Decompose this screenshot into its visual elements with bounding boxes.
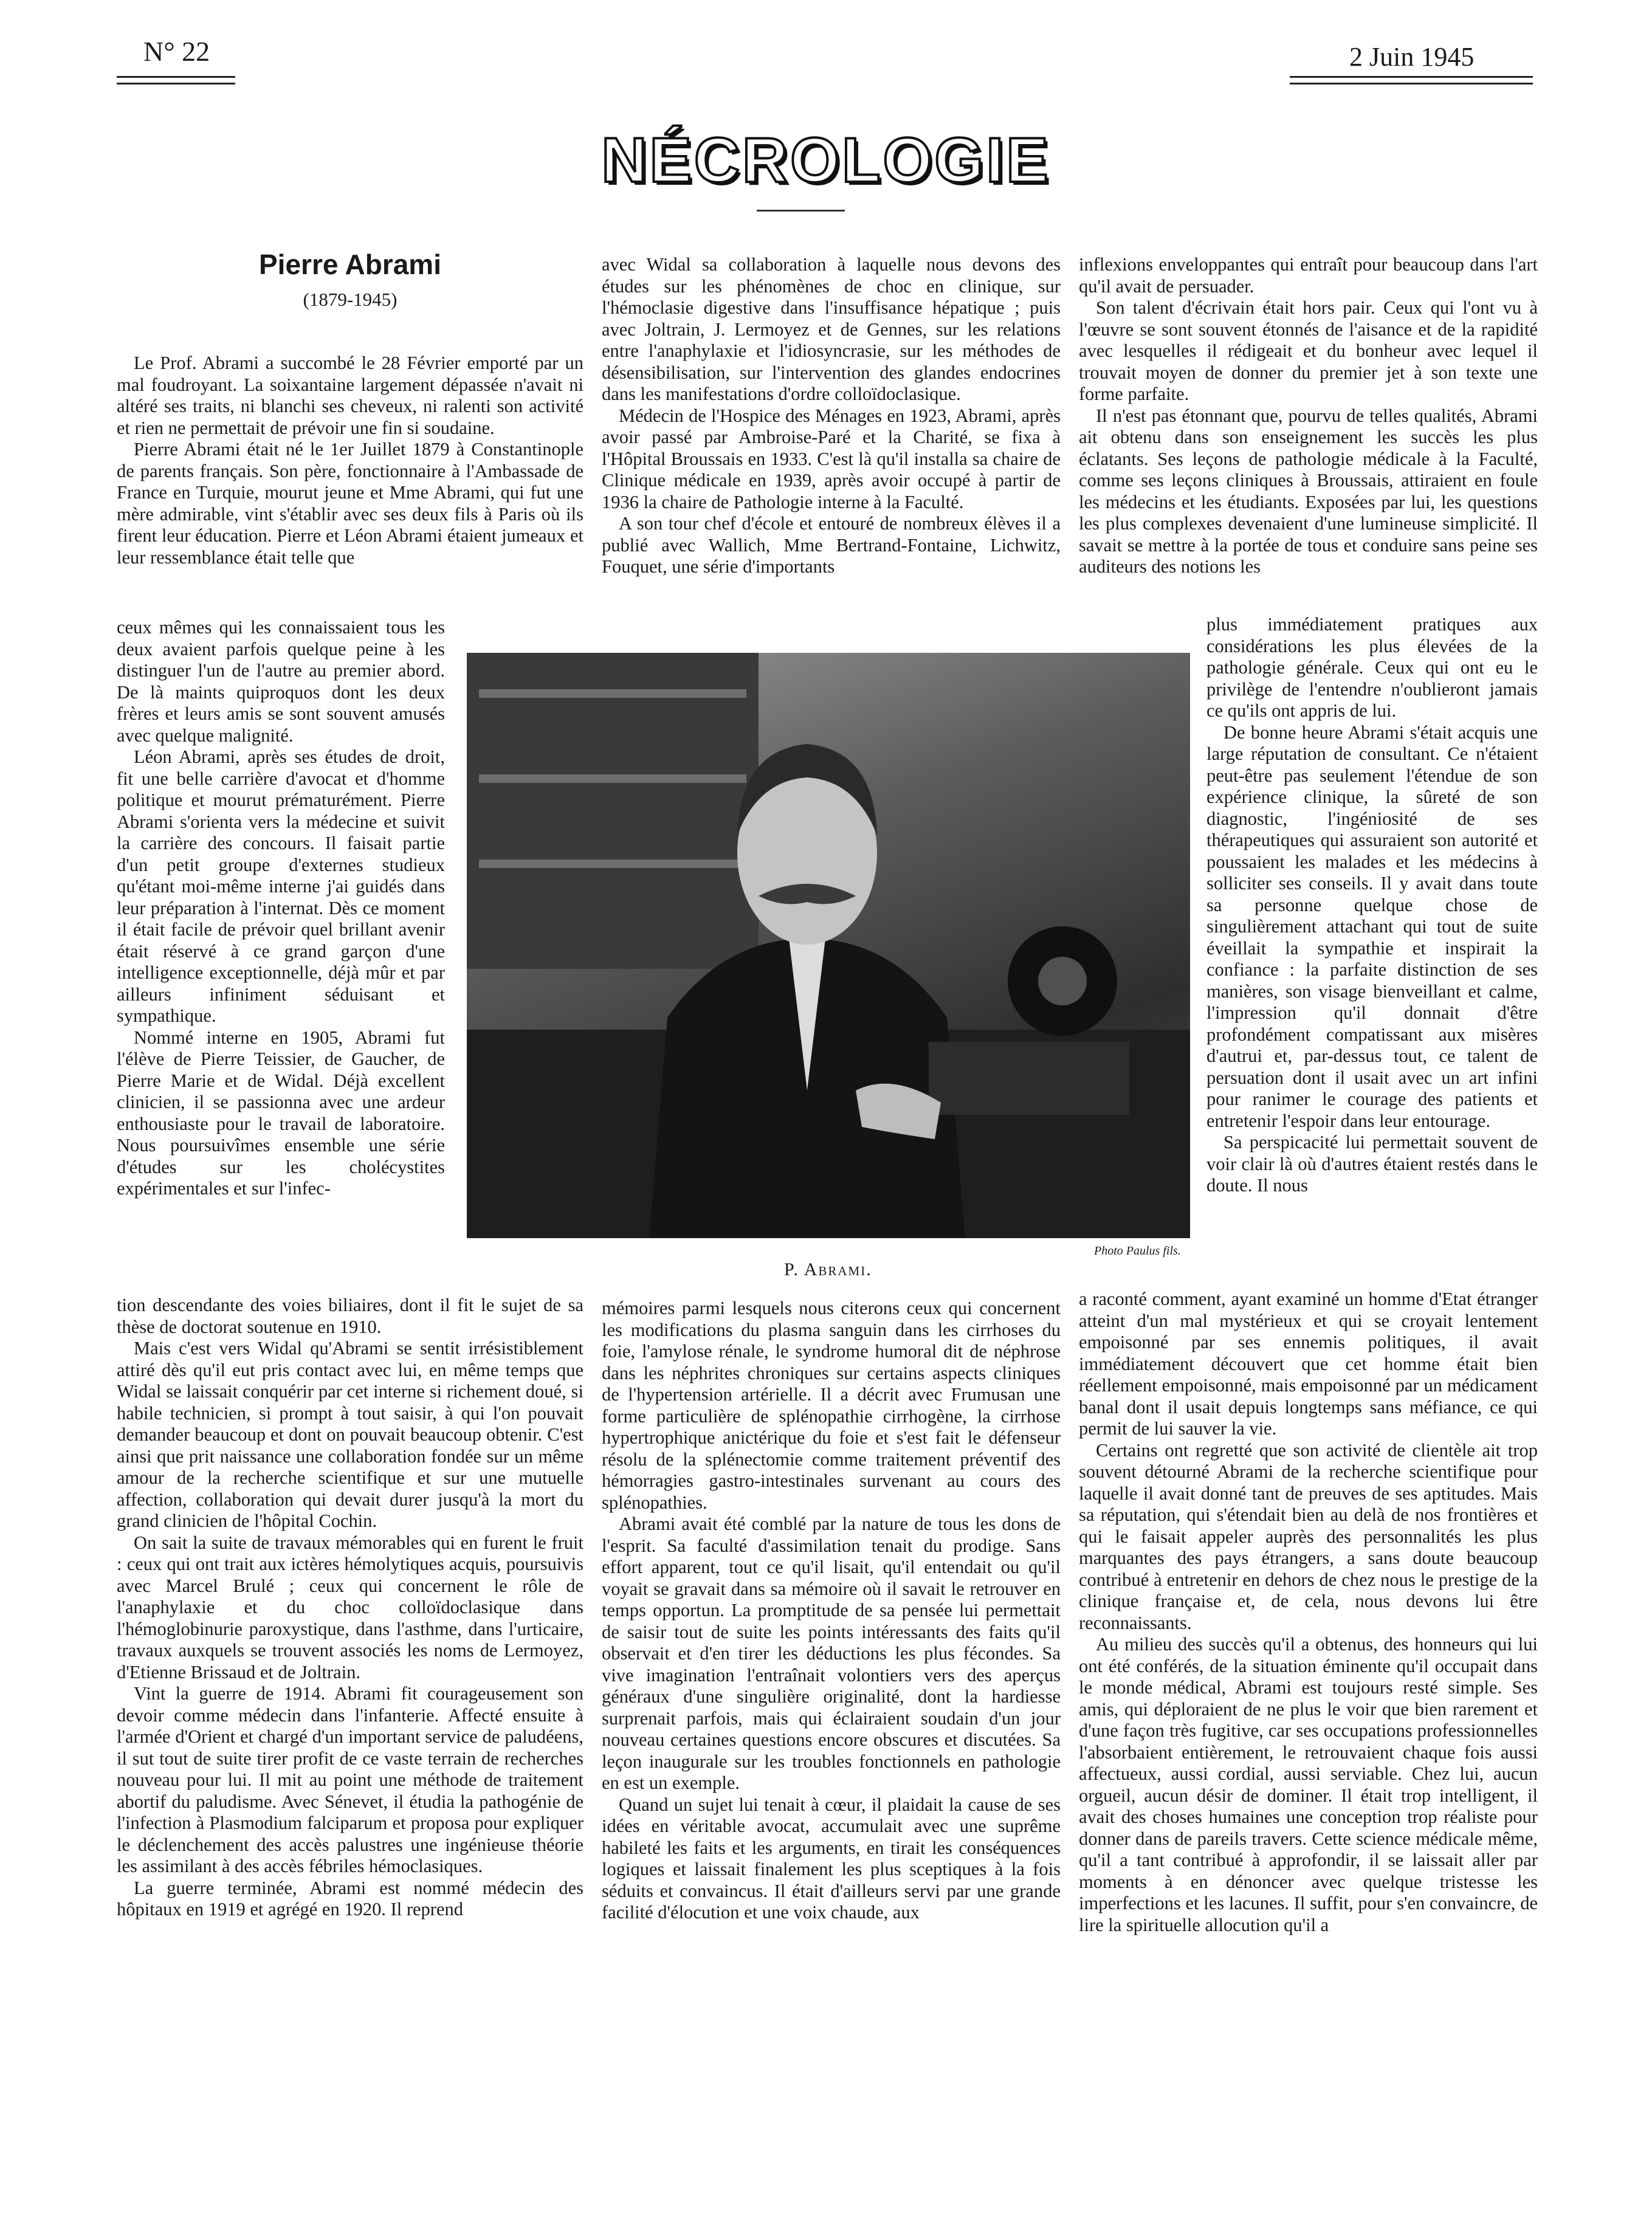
header-rule-right bbox=[1290, 76, 1533, 84]
column-3-top bbox=[1079, 254, 1538, 578]
paragraph: Nommé interne en 1905, Abrami fut l'élève de Pierre Teissier, de Gaucher, de Pierre Marie et de Widal. Déjà excellent clinicien, il se passionna avec une ardeur enthousiaste pour le travail de laboratoire. Nous poursuivîmes ensemble une série d'études sur les cholécystites expérimentales et sur l'infec- bbox=[117, 1027, 445, 1199]
column-2-top bbox=[602, 254, 1061, 578]
column-1-top bbox=[117, 353, 583, 568]
paragraph: Abrami avait été comblé par la nature de tous les dons de l'esprit. Sa faculté d'assimilation tenait du prodige. Sans effort apparent, tout ce qu'il lisait, qu'il entendait ou qu'il voyait se gravait dans sa mémoire où il savait le retrouver en temps opportun. La promptitude de sa pensée lui permettait de saisir tout de suite les points intéressants des faits qu'il observait et d'en tirer les déductions les plus fécondes. Sa vive imagination l'entraînait volontiers vers des aperçus généraux d'une singulière originalité, dont la hardiesse surprenait parfois, mais qui éclairaient soudain d'un jour nouveau certaines questions encore obscures et discutées. Sa leçon inaugurale sur les troubles fonctionnels en pathologie en est un exemple. bbox=[602, 1514, 1061, 1793]
paragraph: inflexions enveloppantes qui entraît pour beaucoup dans l'art qu'il avait de persuader. bbox=[1079, 254, 1538, 297]
paragraph: Vint la guerre de 1914. Abrami fit courageusement son devoir comme médecin dans l'infanterie. Affecté ensuite à l'armée d'Orient et chargé d'un important service de paludéens, il sut tout de suite tirer profit de ce vaste terrain de recherches nouveau pour lui. Il mit au point une méthode de traitement abortif du paludisme. Avec Sénevet, il étudia la pathogénie de l'infection à Plasmodium falciparum et proposa pour expliquer le déclenchement des accès palustres une ingénieuse théorie les assimilant à des accès fébriles hémoclasiques. bbox=[117, 1683, 583, 1876]
paragraph: Mais c'est vers Widal qu'Abrami se sentit irrésistiblement attiré dès qu'il eut pris contact avec lui, en même temps que Widal se laissait conquérir par cet interne si richement doué, si habile technicien, si prompt à tout saisir, à qui l'on pouvait demander beaucoup et dont on pouvait beaucoup obtenir. C'est ainsi que prit naissance une collaboration fondée sur un même amour de la recherche scientifique et sur une mutuelle affection, collaboration qui devait durer jusqu'à la mort du grand clinicien de l'hôpital Cochin. bbox=[117, 1338, 583, 1531]
paragraph: A son tour chef d'école et entouré de nombreux élèves il a publié avec Wallich, Mme Bertrand-Fontaine, Lichwitz, Fouquet, une série d'importants bbox=[602, 513, 1061, 577]
paragraph: plus immédiatement pratiques aux considérations les plus élevées de la pathologie générale. Ceux qui ont eu le privilège de l'entendre n'oublieront jamais ce qu'ils ont appris de lui. bbox=[1206, 614, 1538, 721]
paragraph: ceux mêmes qui les connaissaient tous les deux avaient parfois quelque peine à les distinguer l'un de l'autre au premier abord. De là maints quiproquos dont les deux frères et leurs amis se sont souvent amusés avec quelque malignité. bbox=[117, 617, 445, 746]
paragraph: On sait la suite de travaux mémorables qui en furent le fruit : ceux qui ont trait aux ictères hémolytiques acquis, poursuivis avec Marcel Brulé ; ceux qui concernent le rôle de l'anaphylaxie et du choc colloïdoclasique dans l'hémoglobinurie paroxystique, dans l'asthme, dans l'urticaire, travaux auxquels se trouvent associés les noms de Lermoyez, d'Etienne Brissaud et de Joltrain. bbox=[117, 1532, 583, 1682]
paragraph: Léon Abrami, après ses études de droit, fit une belle carrière d'avocat et d'homme politique et mourut prématurément. Pierre Abrami s'orienta vers la médecine et suivit la carrière des concours. Il faisait partie d'un petit groupe d'externes studieux qu'étant moi-même interne j'ai guidés dans leur préparation à l'internat. Dès ce moment il était facile de prévoir quel brillant avenir était réservé à ce grand garçon d'une intelligence exceptionnelle, déjà mûr et par ailleurs infiniment séduisant et sympathique. bbox=[117, 746, 445, 1026]
column-2-bottom bbox=[602, 1298, 1061, 1924]
issue-number: N° 22 bbox=[143, 36, 210, 67]
article-dates: (1879-1945) bbox=[303, 289, 398, 310]
photo-credit: Photo Paulus fils. bbox=[1094, 1244, 1181, 1258]
paragraph: tion descendante des voies biliaires, dont il fit le sujet de sa thèse de doctorat soutenue en 1910. bbox=[117, 1295, 583, 1337]
article-name: Pierre Abrami bbox=[259, 249, 441, 280]
title-underline bbox=[757, 210, 845, 212]
paragraph: Le Prof. Abrami a succombé le 28 Février emporté par un mal foudroyant. La soixantaine largement dépassée n'avait ni altéré ses traits, ni blanchi ses cheveux, ni ralenti son activité et rien ne permettait de prévoir une fin si soudaine. bbox=[117, 353, 583, 438]
paragraph: Il n'est pas étonnant que, pourvu de telles qualités, Abrami ait obtenu dans son enseignement les succès les plus éclatants. Ses leçons de pathologie médicale à la Faculté, comme ses leçons cliniques à Broussais, attiraient en foule les médecins et les étudiants. Exposées par lui, les questions les plus complexes devenaient d'une lumineuse simplicité. Il savait se mettre à la portée de tous et conduire sans peine ses auditeurs des notions les bbox=[1079, 405, 1538, 577]
paragraph: Pierre Abrami était né le 1er Juillet 1879 à Constantinople de parents français. Son père, fonctionnaire à l'Ambassade de France en Turquie, mourut jeune et Mme Abrami, qui fut une mère admirable, vint s'établir avec ses deux fils à Paris où ils firent leur éducation. Pierre et Léon Abrami étaient jumeaux et leur ressemblance était telle que bbox=[117, 439, 583, 568]
paragraph: a raconté comment, ayant examiné un homme d'Etat étranger atteint d'un mal mystérieux et qui se croyait lentement empoisonné par ses ennemis politiques, il avait immédiatement découvert que cet homme était bien réellement empoisonné, mais empoisonné par un médicament banal dont il usait depuis longtemps sans méfiance, ce qui permit de lui sauver la vie. bbox=[1079, 1289, 1538, 1439]
paragraph: mémoires parmi lesquels nous citerons ceux qui concernent les modifications du plasma sanguin dans les cirrhoses du foie, l'amylose rénale, le syndrome humoral dit de néphrose dans les néphrites chroniques sur certains aspects cliniques de l'hypertension artérielle. Il a décrit avec Frumusan une forme particulière de splénopathie cirrhogène, la cirrhose hypertrophique anictérique du foie et s'est fait le défenseur résolu de la splénectomie comme traitement préventif des hémorragies gastro-intestinales survenant au cours des splénopathies. bbox=[602, 1298, 1061, 1513]
column-1-narrow bbox=[117, 617, 445, 1200]
paragraph: Certains ont regretté que son activité de clientèle ait trop souvent détourné Abrami de la recherche scientifique pour laquelle il avait donné tant de preuves de ses aptitudes. Mais sa réputation, qui s'étendait bien au delà de nos frontières et qui le faisait appeler auprès des personnalités les plus marquantes des pays étrangers, a sans doute beaucoup contribué à entretenir en dehors de chez nous le prestige de la clinique française et, de cela, nous devons lui être reconnaissants. bbox=[1079, 1439, 1538, 1633]
paragraph: La guerre terminée, Abrami est nommé médecin des hôpitaux en 1919 et agrégé en 1920. Il reprend bbox=[117, 1877, 583, 1920]
column-3-narrow bbox=[1206, 614, 1538, 1197]
paragraph: avec Widal sa collaboration à laquelle nous devons des études sur les phénomènes de choc en clinique, sur l'hémoclasie digestive dans l'insuffisance hépatique ; puis avec Joltrain, J. Lermoyez et de Gennes, sur les relations entre l'anaphylaxie et l'idiosyncrasie, sur les méthodes de désensibilisation, sur l'intervention des glandes endocrines dans les manifestations d'ordre colloïdoclasique. bbox=[602, 254, 1061, 404]
portrait-illustration bbox=[467, 653, 1190, 1238]
column-1-bottom bbox=[117, 1295, 583, 1921]
paragraph: Au milieu des succès qu'il a obtenus, des honneurs qui lui ont été conférés, de la situation éminente qu'il occupait dans le monde médical, Abrami est toujours resté simple. Ses amis, qui déploraient de ne plus le voir que bien rarement et d'une façon très fugitive, car ses occupations professionnelles l'absorbaient entièrement, le retrouvaient chaque fois aussi affectueux, aussi cordial, aussi serviable. Chez lui, aucun orgueil, aucun désir de dominer. Il était trop intelligent, il avait des choses humaines une conception trop réaliste pour donner dans de pareils travers. Cette science médicale même, qu'il a tant contribué à approfondir, il se laissait aller par moments à en dénoncer avec quelque tristesse les imperfections et les lacunes. Il suffit, pour s'en convaincre, de lire la spirituelle allocution qu'il a bbox=[1079, 1634, 1538, 1935]
paragraph: Sa perspicacité lui permettait souvent de voir clair là où d'autres étaient restés dans le doute. Il nous bbox=[1206, 1132, 1538, 1196]
paragraph: De bonne heure Abrami s'était acquis une large réputation de consultant. Ce n'étaient peut-être pas seulement l'étendue de son expérience clinique, la sûreté de son diagnostic, l'ingéniosité de ses thérapeutiques qui assuraient son autorité et poussaient les malades et les médecins à solliciter ses conseils. Il y avait dans toute sa personne quelque chose de singulièrement attachant qui tout de suite éveillait la sympathie et inspirait la confiance : la parfaite distinction de ses manières, son visage bienveillant et calme, l'impression qu'il donnait d'être profondément compatissant aux misères d'autrui et, par-dessus tout, ce talent de persuation dont il usait avec un art infini pour ranimer le courage des patients et entretenir l'espoir dans leur entourage. bbox=[1206, 721, 1538, 1131]
issue-date: 2 Juin 1945 bbox=[1349, 42, 1475, 72]
paragraph: Médecin de l'Hospice des Ménages en 1923, Abrami, après avoir passé par Ambroise-Paré et la Charité, se fixa à l'Hôpital Broussais en 1933. C'est là qu'il installa sa chaire de Clinique médicale en 1939, après avoir occupé à partir de 1936 la chaire de Pathologie interne à la Faculté. bbox=[602, 405, 1061, 512]
column-3-bottom bbox=[1079, 1289, 1538, 1936]
portrait-photo bbox=[467, 653, 1190, 1238]
photo-caption: P. Abrami. bbox=[784, 1259, 872, 1279]
header-rule-left bbox=[117, 76, 235, 84]
paragraph: Son talent d'écrivain était hors pair. Ceux qui l'ont vu à l'œuvre se sont souvent étonnés de l'aisance et de la rapidité avec lesquelles il rédigeait et du bonheur avec lequel il trouvait moyen de donner du premier jet à son texte une forme parfaite. bbox=[1079, 297, 1538, 404]
section-title: NÉCROLOGIE bbox=[601, 125, 1051, 196]
paragraph: Quand un sujet lui tenait à cœur, il plaidait la cause de ses idées en véritable avocat, accumulait avec une suprême habileté les faits et les arguments, en tirait les conséquences logiques et laissait finalement les plus sceptiques à la fois séduits et convaincus. Il était d'ailleurs servi par une grande facilité d'élocution et une voix chaude, aux bbox=[602, 1794, 1061, 1923]
